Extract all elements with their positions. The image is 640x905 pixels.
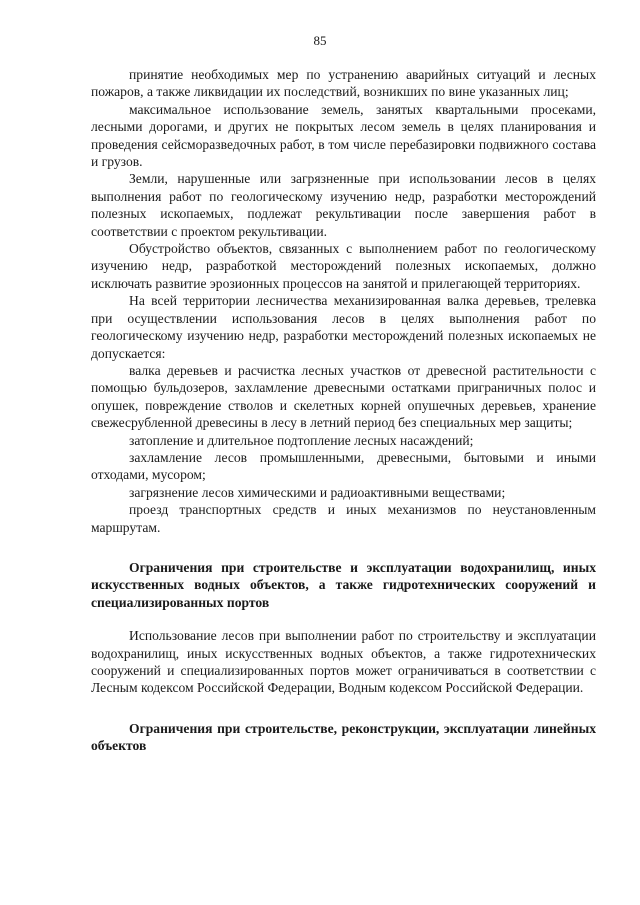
page-number: 85	[313, 33, 327, 48]
section-text-reservoirs: Использование лесов при выполнении работ по строительству и эксплуатации водохранилищ, иных искусственных водных объектов, а также гидротехнических сооружений и специализированных портов может ограничиваться в соответствии с Лесным кодексом Российской Федерации, Водным кодексом Российской Федерации.	[91, 628, 596, 696]
section-heading-linear-objects: Ограничения при строительстве, реконструкции, эксплуатации линейных объектов	[91, 720, 596, 754]
paragraph-prohibited-intro: На всей территории лесничества механизированная валка деревьев, трелевка при осуществлении использования лесов в целях выполнения работ по геологическому изучению недр, разработки месторождений полезных ископаемых не допускается:	[91, 293, 596, 361]
list-item-bulldozers: валка деревьев и расчистка лесных участков от древесной растительности с помощью бульдозеров, захламление древесными остатками приграничных полос и опушек, повреждение стволов и скелетных корней опушечных деревьев, хранение свежесрубленной древесины в лесу в летний период без специальных мер защиты;	[91, 362, 596, 431]
paragraph-max-land-use: максимальное использование земель, занятых квартальными просеками, лесными дорогами, и других не покрытых лесом земель в целях планирования и проведения сейсморазведочных работ, в том числе перебазировки подвижного состава и грузов.	[91, 101, 596, 170]
list-item-vehicles: проезд транспортных средств и иных механизмов по неустановленным маршрутам.	[91, 502, 596, 535]
list-item-flooding: затопление и длительное подтопление лесных насаждений;	[129, 432, 474, 448]
paragraph-erosion: Обустройство объектов, связанных с выполнением работ по геологическому изучению недр, разработкой месторождений полезных ископаемых, должно исключать развитие эрозионных процессов на занятой и прилегающей территориях.	[91, 241, 596, 291]
paragraph-recultivation: Земли, нарушенные или загрязненные при использовании лесов в целях выполнения работ по геологическому изучению недр, разработки месторождений полезных ископаемых, подлежат рекультивации после завершения работ в соответствии с проектом рекультивации.	[91, 171, 596, 239]
section-heading-reservoirs: Ограничения при строительстве и эксплуатации водохранилищ, иных искусственных водных объектов, а также гидротехнических сооружений и специализированных портов	[91, 559, 596, 610]
paragraph-emergency-measures: принятие необходимых мер по устранению аварийных ситуаций и лесных пожаров, а также ликвидации их последствий, возникших по вине указанных лиц;	[91, 67, 596, 100]
document-body	[91, 66, 596, 755]
list-item-littering: захламление лесов промышленными, древесными, бытовыми и иными отходами, мусором;	[91, 449, 596, 483]
list-item-pollution: загрязнение лесов химическими и радиоактивными веществами;	[129, 484, 506, 500]
